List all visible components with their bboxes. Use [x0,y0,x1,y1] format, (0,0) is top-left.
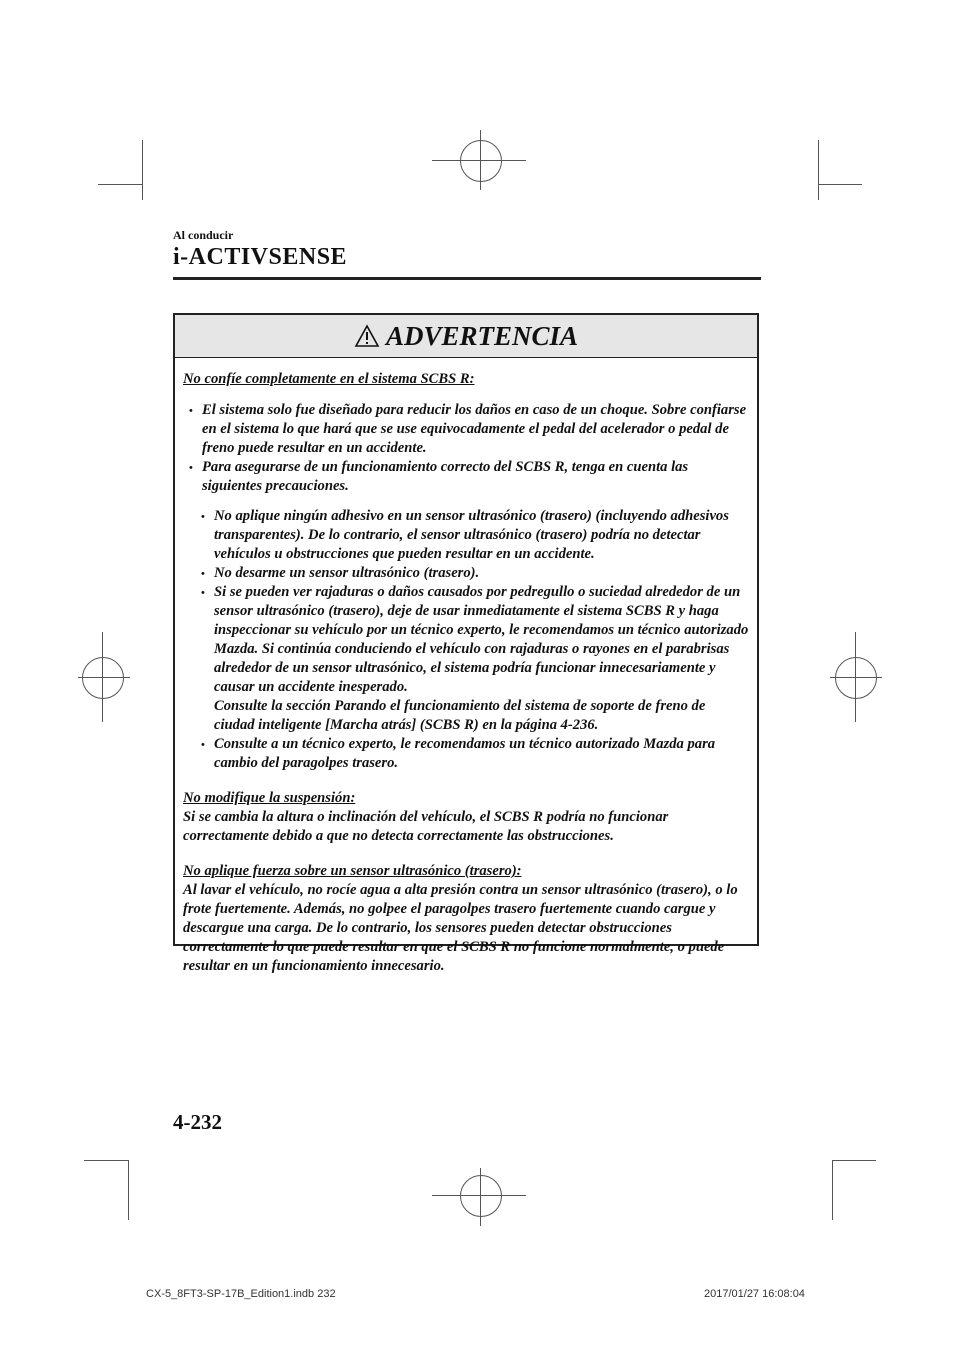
section-label: Al conducir [173,228,234,242]
block2-title: No modifique la suspensión: [183,790,356,806]
sub-bullet-list [195,507,749,773]
page-number: 4-232 [173,1110,222,1134]
list-item: • El sistema solo fue diseñado para reducir los daños en caso de un choque. Sobre confiarse en el sistema lo que hará que se use equivocadamente el pedal del acelerador o pedal de freno puede resultar en un accidente. [183,401,749,458]
list-item: • Para asegurarse de un funcionamiento correcto del SCBS R, tenga en cuenta las siguientes precauciones. [183,458,749,496]
list-item: • No aplique ningún adhesivo en un sensor ultrasónico (trasero) (incluyendo adhesivos transparentes). De lo contrario, el sensor ultrasónico (trasero) podría no detectar vehículos u obstrucciones que pueden resultar en un accidente. [195,507,749,564]
title-divider [173,277,761,280]
warning-body [175,358,757,976]
list-item-text: Si se pueden ver rajaduras o daños causados por pedregullo o suciedad alrededor de un sensor ultrasónico (trasero), deje de usar inmediatamente el sistema SCBS R y haga inspeccionar su vehículo por un técnico experto, le recomendamos un técnico autorizado Mazda. Si continúa conduciendo el vehículo con rajaduras o rayones en el parabrisas alrededor de un sensor ultrasónico, el sistema podría funcionar innecesariamente y causar un accidente inesperado. [214,584,749,695]
block3 [183,862,749,976]
list-item [195,583,749,735]
block2 [183,789,749,846]
warning-triangle-icon [354,324,380,348]
page-reference: Consulte la sección Parando el funcionamiento del sistema de soporte de freno de ciudad inteligente [Marcha atrás] (SCBS R) en la página 4-236. [214,698,706,733]
block3-text: Al lavar el vehículo, no rocíe agua a alta presión contra un sensor ultrasónico (trasero), o lo frote fuertemente. Además, no golpee el paragolpes trasero fuertemente cuando cargue y descargue una carga. De lo contrario, los sensores pueden detectar obstrucciones correctamente lo que puede resultar en que el SCBS R no funcione normalmente, o puede resultar en un funcionamiento innecesario. [183,882,738,974]
bullet-list [183,401,749,496]
footer-file: CX-5_8FT3-SP-17B_Edition1.indb 232 [146,1288,336,1300]
list-item: • Consulte a un técnico experto, le recomendamos un técnico autorizado Mazda para cambio del paragolpes trasero. [195,735,749,773]
warning-header [175,315,757,358]
block2-text: Si se cambia la altura o inclinación del vehículo, el SCBS R podría no funcionar correctamente debido a que no detecta correctamente las obstrucciones. [183,809,669,844]
warning-box [173,313,759,974]
list-item: • No desarme un sensor ultrasónico (trasero). [195,564,749,583]
block1-title: No confíe completamente en el sistema SCBS R: [183,371,475,387]
warning-heading: ADVERTENCIA [385,320,579,351]
block3-title: No aplique fuerza sobre un sensor ultrasónico (trasero): [183,863,522,879]
section-title: i-ACTIVSENSE [173,244,348,270]
footer-timestamp: 2017/01/27 16:08:04 [704,1288,805,1300]
